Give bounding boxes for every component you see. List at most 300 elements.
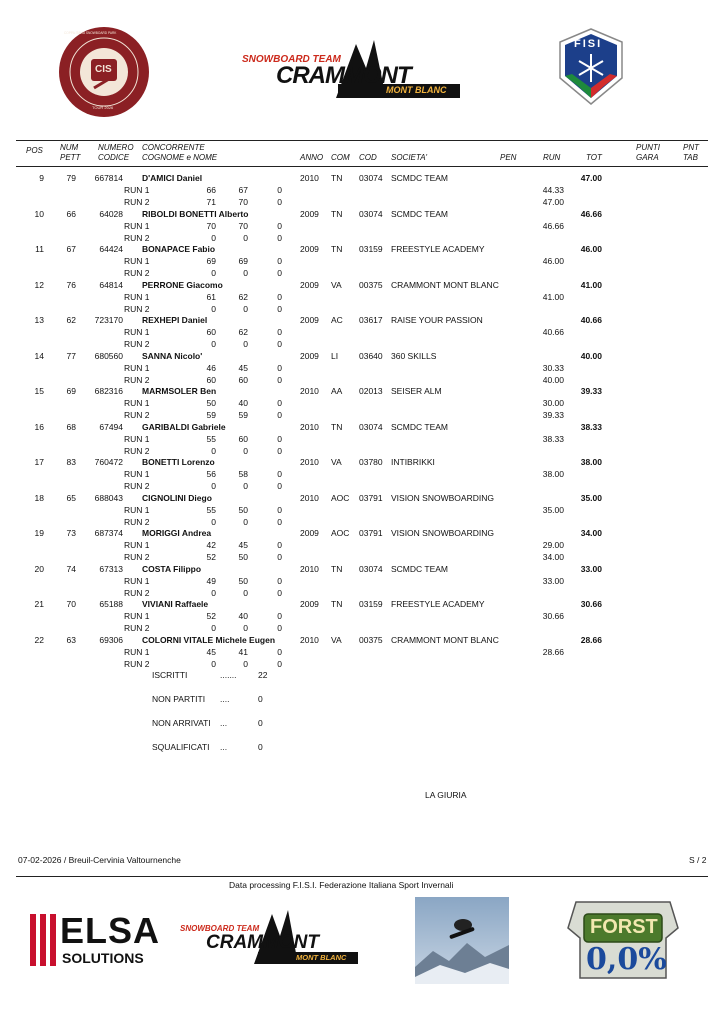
col-numero-top: NUMERO — [98, 143, 134, 152]
cis-year: TOUR 2026 — [92, 105, 114, 110]
run-score: 38.00 — [542, 469, 564, 479]
athlete-club-code: 03159 — [359, 599, 383, 609]
athlete-club: CRAMMONT MONT BLANC — [391, 279, 499, 290]
run-score: 28.66 — [542, 646, 564, 657]
run-score: 46.66 — [542, 220, 564, 231]
run-judge-2: 50 — [238, 504, 248, 515]
athlete-club: FREESTYLE ACADEMY — [391, 599, 485, 609]
athlete-pett: 66 — [66, 208, 76, 219]
run-judge-1: 61 — [206, 291, 216, 302]
run-judge-3: 0 — [277, 540, 282, 550]
col-num-top: NUM — [60, 143, 79, 152]
athlete-pett: 68 — [66, 421, 76, 432]
athlete-code: 723170 — [94, 315, 123, 325]
athlete-year: 2009 — [300, 350, 319, 361]
col-num-bottom: PETT — [60, 153, 81, 162]
athlete-pos: 12 — [34, 279, 44, 290]
athlete-year: 2009 — [300, 279, 319, 290]
athlete-pett: 70 — [66, 599, 76, 609]
athlete-club: SCMDC TEAM — [391, 173, 448, 183]
run-judge-2: 40 — [238, 611, 248, 621]
crammont-top: SNOWBOARD TEAM — [242, 54, 341, 65]
summary-dots: .... — [220, 694, 230, 704]
run-judge-3: 0 — [277, 268, 282, 278]
summary-value: 0 — [258, 742, 263, 752]
run-judge-3: 0 — [277, 232, 282, 243]
athlete-year: 2009 — [300, 528, 319, 538]
athlete-pett: 67 — [66, 244, 76, 254]
run-judge-1: 60 — [206, 327, 216, 337]
col-societa: SOCIETA' — [391, 153, 428, 162]
run-judge-3: 0 — [277, 575, 282, 586]
run-judge-2: 50 — [238, 575, 248, 586]
athlete-committee: AC — [331, 315, 343, 325]
run-judge-3: 0 — [277, 327, 282, 337]
athlete-club-code: 03074 — [359, 208, 383, 219]
athlete-club: FREESTYLE ACADEMY — [391, 244, 485, 254]
run-judge-1: 66 — [206, 185, 216, 195]
col-anno: ANNO — [300, 153, 324, 162]
athlete-pett: 63 — [66, 634, 76, 645]
athlete-pett: 76 — [66, 279, 76, 290]
run-judge-1: 52 — [206, 611, 216, 621]
col-conc-bottom: COGNOME e NOME — [142, 153, 218, 162]
run-judge-3: 0 — [277, 611, 282, 621]
run-judge-1: 69 — [206, 256, 216, 266]
athlete-name: MARMSOLER Ben — [142, 386, 217, 396]
run-label: RUN 2 — [124, 232, 150, 243]
athlete-club: SCMDC TEAM — [391, 563, 448, 574]
athlete-total: 35.00 — [580, 492, 602, 503]
athlete-name: COLORNI VITALE Michele Eugen — [142, 634, 276, 645]
athlete-pett: 65 — [66, 492, 76, 503]
run-score: 35.00 — [542, 504, 564, 515]
run-judge-2: 45 — [238, 540, 248, 550]
athlete-total: 41.00 — [580, 279, 602, 290]
footer-date-place: 07-02-2026 / Breuil-Cervinia Valtournenche — [18, 855, 181, 865]
run-label: RUN 1 — [124, 575, 150, 586]
run-label: RUN 2 — [124, 481, 150, 491]
run-judge-1: 56 — [206, 469, 216, 479]
athlete-committee: AA — [331, 386, 343, 396]
athlete-total: 28.66 — [580, 634, 602, 645]
run-label: RUN 2 — [124, 410, 150, 420]
jury-label: LA GIURIA — [425, 790, 467, 800]
athlete-pos: 11 — [35, 244, 44, 254]
athlete-name: VIVIANI Raffaele — [142, 599, 209, 609]
athlete-club-code: 00375 — [359, 279, 383, 290]
athlete-total: 34.00 — [580, 528, 602, 538]
athlete-pos: 17 — [34, 457, 44, 467]
athlete-name: CIGNOLINI Diego — [142, 492, 212, 503]
run-judge-3: 0 — [277, 220, 282, 231]
col-punti-bottom: GARA — [636, 153, 659, 162]
athlete-club: SCMDC TEAM — [391, 208, 448, 219]
col-conc-top: CONCORRENTE — [142, 143, 205, 152]
run-judge-2: 0 — [243, 268, 248, 278]
run-label: RUN 1 — [124, 220, 150, 231]
athlete-total: 33.00 — [580, 563, 602, 574]
athlete-club-code: 03791 — [359, 492, 383, 503]
run-judge-1: 0 — [211, 658, 216, 669]
run-judge-3: 0 — [277, 623, 282, 633]
run-judge-3: 0 — [277, 646, 282, 657]
athlete-name: MORIGGI Andrea — [142, 528, 212, 538]
athlete-club: CRAMMONT MONT BLANC — [391, 634, 499, 645]
athlete-name: BONETTI Lorenzo — [142, 457, 215, 467]
athlete-code: 687374 — [94, 528, 123, 538]
run-label: RUN 1 — [124, 185, 150, 195]
athlete-club: INTIBRIKKI — [391, 457, 435, 467]
athlete-code: 67313 — [99, 563, 123, 574]
run-judge-1: 0 — [211, 623, 216, 633]
run-label: RUN 2 — [124, 587, 150, 598]
summary-value: 0 — [258, 694, 263, 704]
run-score: 30.66 — [542, 611, 564, 621]
athlete-year: 2009 — [300, 244, 319, 254]
run-label: RUN 2 — [124, 268, 150, 278]
athlete-club-code: 03074 — [359, 421, 383, 432]
athlete-pett: 83 — [66, 457, 76, 467]
athlete-name: SANNA Nicolo' — [142, 350, 203, 361]
col-numero-bottom: CODICE — [98, 153, 130, 162]
athlete-pett: 69 — [66, 386, 76, 396]
run-judge-2: 0 — [243, 516, 248, 527]
run-judge-3: 0 — [277, 410, 282, 420]
run-judge-2: 0 — [243, 623, 248, 633]
athlete-club-code: 02013 — [359, 386, 383, 396]
run-judge-1: 0 — [211, 445, 216, 456]
run-label: RUN 2 — [124, 197, 150, 207]
run-judge-3: 0 — [277, 197, 282, 207]
fisi-text: FISI — [574, 38, 603, 50]
run-judge-2: 69 — [238, 256, 248, 266]
run-judge-3: 0 — [277, 374, 282, 385]
run-judge-2: 62 — [238, 291, 248, 302]
run-judge-1: 0 — [211, 516, 216, 527]
run-label: RUN 2 — [124, 658, 150, 669]
run-judge-3: 0 — [277, 433, 282, 444]
run-judge-2: 70 — [238, 197, 248, 207]
run-judge-3: 0 — [277, 256, 282, 266]
run-label: RUN 2 — [124, 445, 150, 456]
run-judge-1: 0 — [211, 339, 216, 349]
run-score: 41.00 — [542, 291, 564, 302]
run-judge-3: 0 — [277, 185, 282, 195]
run-judge-2: 0 — [243, 481, 248, 491]
athlete-year: 2009 — [300, 208, 319, 219]
run-score: 30.33 — [542, 362, 564, 373]
athlete-name: PERRONE Giacomo — [142, 279, 223, 290]
elsa-main: ELSA — [60, 910, 161, 951]
run-judge-2: 40 — [238, 398, 248, 408]
summary-label: NON ARRIVATI — [152, 718, 211, 728]
athlete-pett: 62 — [66, 315, 76, 325]
athlete-year: 2010 — [300, 492, 319, 503]
athlete-committee: TN — [331, 563, 343, 574]
run-judge-2: 62 — [238, 327, 248, 337]
run-judge-2: 0 — [243, 658, 248, 669]
athlete-committee: AOC — [331, 492, 350, 503]
run-judge-3: 0 — [277, 658, 282, 669]
run-label: RUN 2 — [124, 374, 150, 385]
run-judge-3: 0 — [277, 587, 282, 598]
athlete-code: 682316 — [94, 386, 123, 396]
athlete-committee: VA — [331, 634, 342, 645]
athlete-pett: 77 — [66, 350, 76, 361]
athlete-code: 67494 — [99, 421, 123, 432]
run-judge-1: 55 — [206, 433, 216, 444]
summary-value: 0 — [258, 718, 263, 728]
run-judge-2: 0 — [243, 445, 248, 456]
athlete-club-code: 03074 — [359, 173, 383, 183]
athlete-club: RAISE YOUR PASSION — [391, 315, 483, 325]
run-judge-2: 59 — [238, 410, 248, 420]
crammont-main: CRAMMONT — [276, 62, 411, 89]
run-score: 29.00 — [542, 540, 564, 550]
run-score: 44.33 — [542, 185, 564, 195]
summary-dots: ....... — [220, 670, 237, 680]
run-judge-2: 0 — [243, 232, 248, 243]
athlete-pos: 14 — [34, 350, 44, 361]
athlete-name: GARIBALDI Gabriele — [142, 421, 226, 432]
athlete-year: 2010 — [300, 457, 319, 467]
athlete-name: D'AMICI Daniel — [142, 173, 203, 183]
run-judge-1: 42 — [206, 540, 216, 550]
elsa-logo — [30, 910, 160, 970]
athlete-name: REXHEPI Daniel — [142, 315, 208, 325]
athlete-name: BONAPACE Fabio — [142, 244, 216, 254]
athlete-year: 2010 — [300, 421, 319, 432]
athlete-pos: 9 — [39, 173, 44, 183]
crammont-logo — [236, 38, 466, 102]
run-judge-3: 0 — [277, 504, 282, 515]
run-judge-3: 0 — [277, 291, 282, 302]
run-judge-2: 70 — [238, 220, 248, 231]
col-tot: TOT — [586, 153, 602, 162]
run-score: 30.00 — [542, 398, 564, 408]
col-pos: POS — [26, 146, 43, 155]
athlete-code: 65188 — [99, 599, 123, 609]
forst-logo — [566, 898, 680, 982]
athlete-pos: 16 — [34, 421, 44, 432]
athlete-total: 40.66 — [580, 315, 602, 325]
summary-value: 22 — [258, 670, 268, 680]
run-judge-1: 49 — [206, 575, 216, 586]
athlete-total: 47.00 — [580, 173, 602, 183]
athlete-pos: 20 — [34, 563, 44, 574]
athlete-year: 2009 — [300, 599, 319, 609]
athlete-pos: 21 — [34, 599, 44, 609]
athlete-pos: 15 — [34, 386, 44, 396]
run-label: RUN 1 — [124, 256, 150, 266]
run-score: 46.00 — [542, 256, 564, 266]
athlete-code: 69306 — [99, 634, 123, 645]
run-label: RUN 2 — [124, 339, 150, 349]
athlete-name: COSTA Filippo — [142, 563, 202, 574]
athlete-total: 46.66 — [580, 208, 602, 219]
athlete-year: 2010 — [300, 386, 319, 396]
summary-label: NON PARTITI — [152, 694, 206, 704]
col-com: COM — [331, 153, 350, 162]
run-label: RUN 2 — [124, 303, 150, 314]
athlete-total: 30.66 — [580, 599, 602, 609]
athlete-club: SCMDC TEAM — [391, 421, 448, 432]
run-judge-3: 0 — [277, 303, 282, 314]
run-judge-3: 0 — [277, 469, 282, 479]
run-label: RUN 2 — [124, 516, 150, 527]
run-judge-1: 52 — [206, 552, 216, 562]
snowboarder-photo — [415, 897, 509, 984]
athlete-total: 40.00 — [580, 350, 602, 361]
crammont-footer-logo — [178, 908, 362, 968]
run-judge-2: 67 — [238, 185, 248, 195]
athlete-year: 2010 — [300, 563, 319, 574]
athlete-club-code: 00375 — [359, 634, 383, 645]
run-label: RUN 1 — [124, 646, 150, 657]
athlete-committee: VA — [331, 279, 342, 290]
athlete-club-code: 03640 — [359, 350, 383, 361]
athlete-total: 38.00 — [580, 457, 602, 467]
header-bottom-rule — [16, 166, 708, 167]
athlete-committee: VA — [331, 457, 342, 467]
run-label: RUN 1 — [124, 362, 150, 373]
run-judge-2: 0 — [243, 303, 248, 314]
run-judge-3: 0 — [277, 398, 282, 408]
footer-rule — [16, 876, 708, 877]
cis-logo — [58, 26, 150, 118]
athlete-code: 760472 — [94, 457, 123, 467]
run-judge-3: 0 — [277, 516, 282, 527]
run-label: RUN 1 — [124, 540, 150, 550]
athlete-pett: 73 — [66, 528, 76, 538]
summary-dots: ... — [220, 718, 228, 728]
athlete-pos: 19 — [34, 528, 44, 538]
run-judge-1: 70 — [206, 220, 216, 231]
athlete-year: 2010 — [300, 634, 319, 645]
athlete-code: 64814 — [99, 279, 123, 290]
run-judge-2: 0 — [243, 587, 248, 598]
run-judge-2: 45 — [238, 362, 248, 373]
run-judge-3: 0 — [277, 339, 282, 349]
athlete-pos: 22 — [34, 634, 44, 645]
run-judge-1: 0 — [211, 268, 216, 278]
run-judge-1: 0 — [211, 587, 216, 598]
athlete-club-code: 03074 — [359, 563, 383, 574]
run-judge-2: 41 — [238, 646, 248, 657]
athlete-club: SEISER ALM — [391, 386, 442, 396]
athlete-club: VISION SNOWBOARDING — [391, 492, 494, 503]
header-top-rule — [16, 140, 708, 141]
run-score: 40.00 — [542, 374, 564, 385]
athlete-total: 46.00 — [580, 244, 602, 254]
athlete-committee: TN — [331, 599, 343, 609]
athlete-code: 64028 — [99, 208, 123, 219]
crammont-footer-top: SNOWBOARD TEAM — [180, 924, 260, 933]
athlete-committee: TN — [331, 208, 343, 219]
athlete-club-code: 03791 — [359, 528, 383, 538]
footer-processing: Data processing F.I.S.I. Federazione Italiana Sport Invernali — [229, 880, 454, 890]
athlete-code: 688043 — [94, 492, 123, 503]
run-label: RUN 1 — [124, 611, 150, 621]
athlete-pett: 79 — [66, 173, 76, 183]
athlete-committee: TN — [331, 244, 343, 254]
run-judge-1: 46 — [206, 362, 216, 373]
athlete-club-code: 03617 — [359, 315, 383, 325]
run-label: RUN 1 — [124, 433, 150, 444]
run-judge-2: 60 — [238, 374, 248, 385]
cis-mono: CIS — [95, 64, 112, 75]
run-score: 38.33 — [542, 433, 564, 444]
run-judge-1: 71 — [206, 197, 216, 207]
elsa-sub: SOLUTIONS — [62, 950, 144, 966]
athlete-club-code: 03159 — [359, 244, 383, 254]
run-score: 47.00 — [542, 197, 564, 207]
run-label: RUN 2 — [124, 623, 150, 633]
athlete-committee: LI — [331, 350, 339, 361]
athlete-name: RIBOLDI BONETTI Alberto — [142, 208, 249, 219]
run-judge-1: 45 — [206, 646, 216, 657]
run-judge-1: 55 — [206, 504, 216, 515]
athlete-code: 64424 — [99, 244, 123, 254]
run-score: 33.00 — [542, 575, 564, 586]
crammont-footer-main: CRAMMONT — [206, 932, 319, 953]
athlete-pos: 13 — [34, 315, 44, 325]
col-pnt-bottom: TAB — [683, 153, 698, 162]
athlete-club-code: 03780 — [359, 457, 383, 467]
summary-label: SQUALIFICATI — [152, 742, 210, 752]
col-pen: PEN — [500, 153, 517, 162]
run-judge-1: 0 — [211, 481, 216, 491]
cis-ring-text: COPPA ITALIA SNOWBOARD PARK — [64, 31, 117, 35]
run-judge-2: 50 — [238, 552, 248, 562]
athlete-club: 360 SKILLS — [391, 350, 437, 361]
footer-page: S / 2 — [689, 855, 707, 865]
run-judge-1: 50 — [206, 398, 216, 408]
run-score: 40.66 — [542, 327, 564, 337]
run-judge-3: 0 — [277, 552, 282, 562]
col-pnt-top: PNT — [683, 143, 699, 152]
athlete-year: 2010 — [300, 173, 319, 183]
crammont-footer-sub: MONT BLANC — [296, 953, 347, 962]
athlete-committee: TN — [331, 173, 343, 183]
run-label: RUN 1 — [124, 504, 150, 515]
run-judge-1: 60 — [206, 374, 216, 385]
run-judge-3: 0 — [277, 362, 282, 373]
athlete-total: 39.33 — [580, 386, 602, 396]
run-judge-1: 59 — [206, 410, 216, 420]
run-label: RUN 1 — [124, 327, 150, 337]
crammont-sub: MONT BLANC — [386, 85, 447, 95]
run-score: 39.33 — [542, 410, 564, 420]
summary-label: ISCRITTI — [152, 670, 188, 680]
run-judge-3: 0 — [277, 445, 282, 456]
col-run: RUN — [543, 153, 561, 162]
summary-dots: ... — [220, 742, 228, 752]
run-judge-3: 0 — [277, 481, 282, 491]
run-judge-1: 0 — [211, 232, 216, 243]
athlete-club: VISION SNOWBOARDING — [391, 528, 494, 538]
run-label: RUN 1 — [124, 291, 150, 302]
forst-sub: 0,0% — [586, 942, 667, 977]
fisi-logo — [558, 28, 624, 106]
athlete-pett: 74 — [66, 563, 76, 574]
run-score: 34.00 — [542, 552, 564, 562]
athlete-year: 2009 — [300, 315, 319, 325]
athlete-committee: TN — [331, 421, 343, 432]
run-judge-1: 0 — [211, 303, 216, 314]
athlete-pos: 18 — [34, 492, 44, 503]
